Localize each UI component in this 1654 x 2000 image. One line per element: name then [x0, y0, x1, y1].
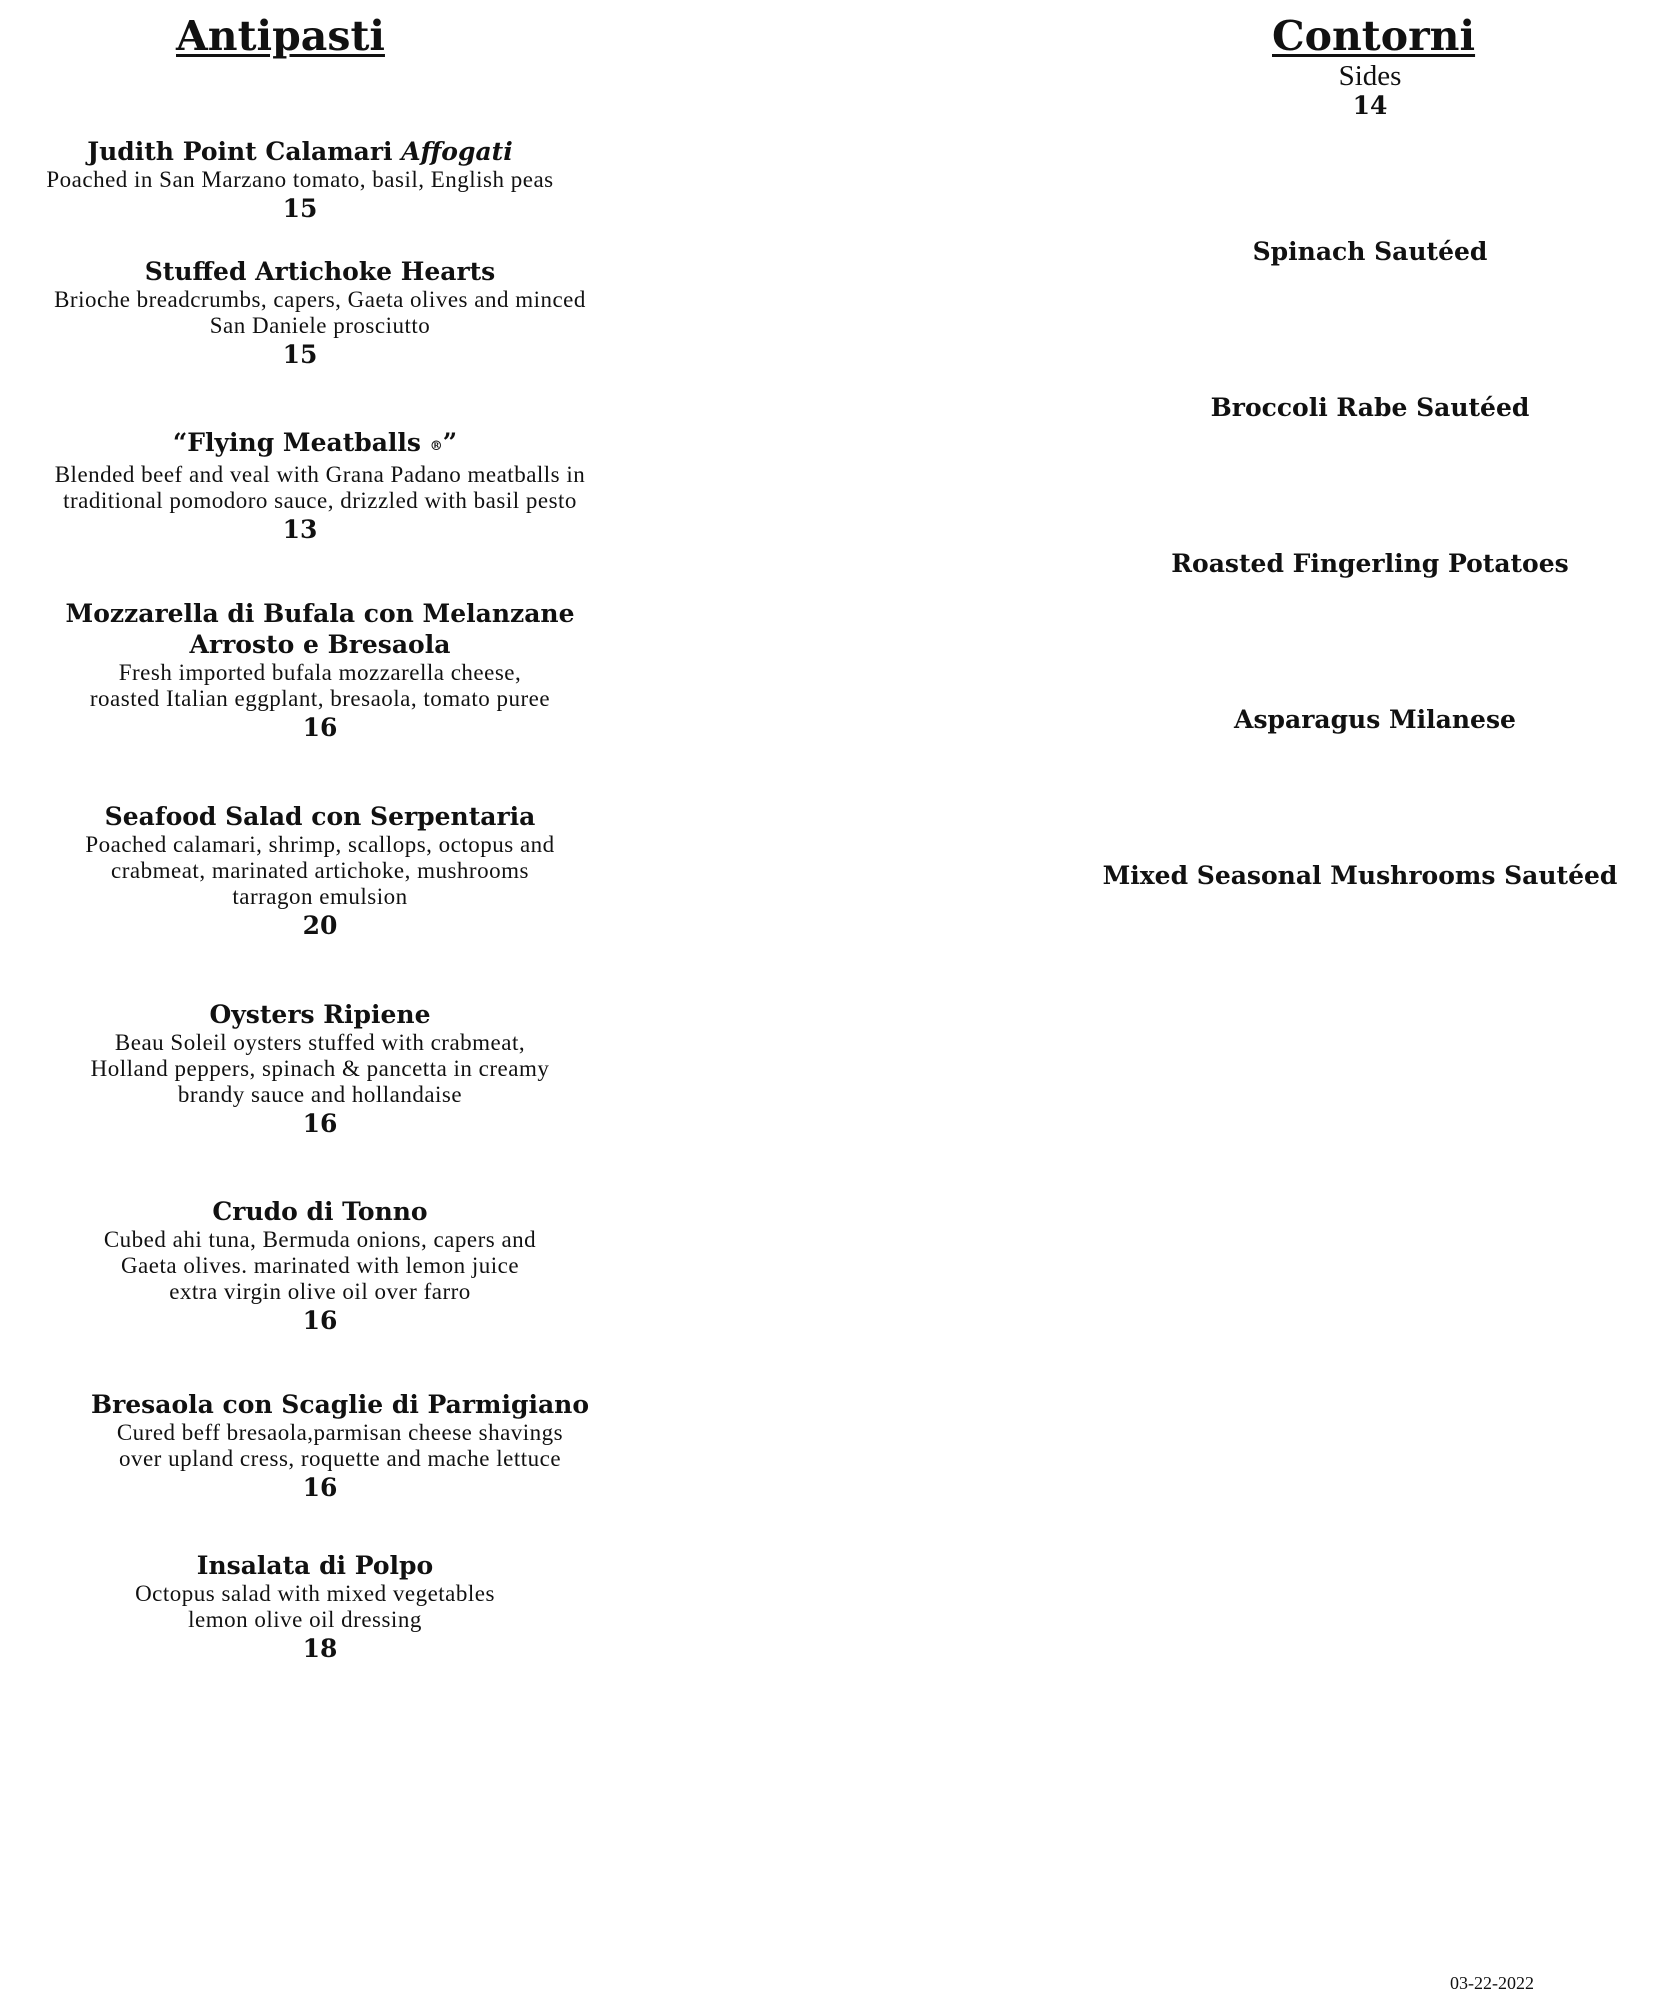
- contorni-price: 14: [1352, 91, 1388, 120]
- menu-item-bresaola: [0, 1389, 640, 1503]
- menu-item-meatballs: [0, 427, 640, 545]
- item-price: 18: [302, 1634, 338, 1663]
- item-description-line: Cubed ahi tuna, Bermuda onions, capers and: [103, 1227, 537, 1252]
- item-price: 13: [282, 515, 318, 544]
- contorni-heading: Contorni: [1272, 12, 1476, 60]
- item-description-line: Poached calamari, shrimp, scallops, octopus and: [85, 832, 555, 857]
- contorni-subtitle: Sides: [1338, 60, 1402, 92]
- item-price: 16: [302, 1306, 338, 1335]
- side-item-mushrooms: Mixed Seasonal Mushrooms Sautéed: [1102, 861, 1618, 890]
- item-description-line: lemon olive oil dressing: [188, 1607, 422, 1632]
- registered-mark: ®: [429, 439, 443, 454]
- item-name: Stuffed Artichoke Hearts: [144, 257, 496, 286]
- item-description-line: San Daniele prosciutto: [209, 313, 431, 338]
- side-item-broccoli-rabe: Broccoli Rabe Sautéed: [1210, 393, 1530, 422]
- item-name-italic: Affogati: [401, 137, 513, 166]
- item-name: Oysters Ripiene: [209, 1000, 431, 1029]
- item-name: Seafood Salad con Serpentaria: [104, 802, 536, 831]
- item-description-line: extra virgin olive oil over farro: [169, 1279, 471, 1304]
- item-description-line: Fresh imported bufala mozzarella cheese,: [118, 660, 522, 685]
- item-price: 15: [282, 340, 318, 369]
- menu-item-mozzarella: [0, 598, 640, 743]
- side-item-fingerling-potatoes: Roasted Fingerling Potatoes: [1171, 549, 1569, 578]
- item-description-line: brandy sauce and hollandaise: [177, 1082, 463, 1107]
- item-description-line: traditional pomodoro sauce, drizzled with basil pesto: [63, 488, 577, 513]
- item-description-line: Brioche breadcrumbs, capers, Gaeta olives and minced: [54, 287, 586, 312]
- item-name: Judith Point Calamari Affogati: [87, 137, 513, 166]
- item-price: 16: [302, 1109, 338, 1138]
- menu-item-oysters: [0, 999, 640, 1139]
- item-name-line: Mozzarella di Bufala con Melanzane: [65, 599, 575, 628]
- item-description-line: crabmeat, marinated artichoke, mushrooms: [111, 858, 529, 883]
- side-item-spinach: Spinach Sautéed: [1252, 237, 1488, 266]
- item-price: 16: [302, 1473, 338, 1502]
- menu-item-calamari: [0, 136, 600, 224]
- item-description-line: tarragon emulsion: [232, 884, 408, 909]
- menu-date: 03-22-2022: [1450, 1973, 1534, 1993]
- item-description-line: Blended beef and veal with Grana Padano meatballs in: [54, 462, 586, 487]
- item-description-line: over upland cress, roquette and mache lettuce: [118, 1446, 562, 1471]
- item-name-line: Arrosto e Bresaola: [189, 630, 451, 659]
- item-name: Insalata di Polpo: [196, 1551, 434, 1580]
- item-description-line: Beau Soleil oysters stuffed with crabmeat,: [114, 1030, 526, 1055]
- item-description-line: Octopus salad with mixed vegetables: [135, 1581, 495, 1606]
- item-price: 15: [282, 194, 318, 223]
- item-description-line: Cured beff bresaola,parmisan cheese shavings: [116, 1420, 564, 1445]
- menu-item-polpo: [0, 1550, 630, 1664]
- menu-item-artichoke: [0, 256, 640, 370]
- item-price: 16: [302, 713, 338, 742]
- contorni-subhead: [1060, 61, 1654, 121]
- item-description-line: roasted Italian eggplant, bresaola, tomato puree: [89, 686, 551, 711]
- menu-item-seafood-salad: [0, 801, 640, 941]
- item-description-line: Poached in San Marzano tomato, basil, English peas: [46, 167, 554, 192]
- item-price: 20: [302, 911, 338, 940]
- item-description-line: Gaeta olives. marinated with lemon juice: [120, 1253, 520, 1278]
- item-name: Crudo di Tonno: [212, 1197, 428, 1226]
- item-description-line: Holland peppers, spinach & pancetta in creamy: [90, 1056, 550, 1081]
- item-name: “Flying Meatballs ®”: [172, 428, 458, 457]
- side-item-asparagus: Asparagus Milanese: [1234, 705, 1516, 734]
- menu-item-crudo: [0, 1196, 640, 1336]
- item-name: Bresaola con Scaglie di Parmigiano: [90, 1390, 590, 1419]
- antipasti-heading: Antipasti: [176, 12, 385, 60]
